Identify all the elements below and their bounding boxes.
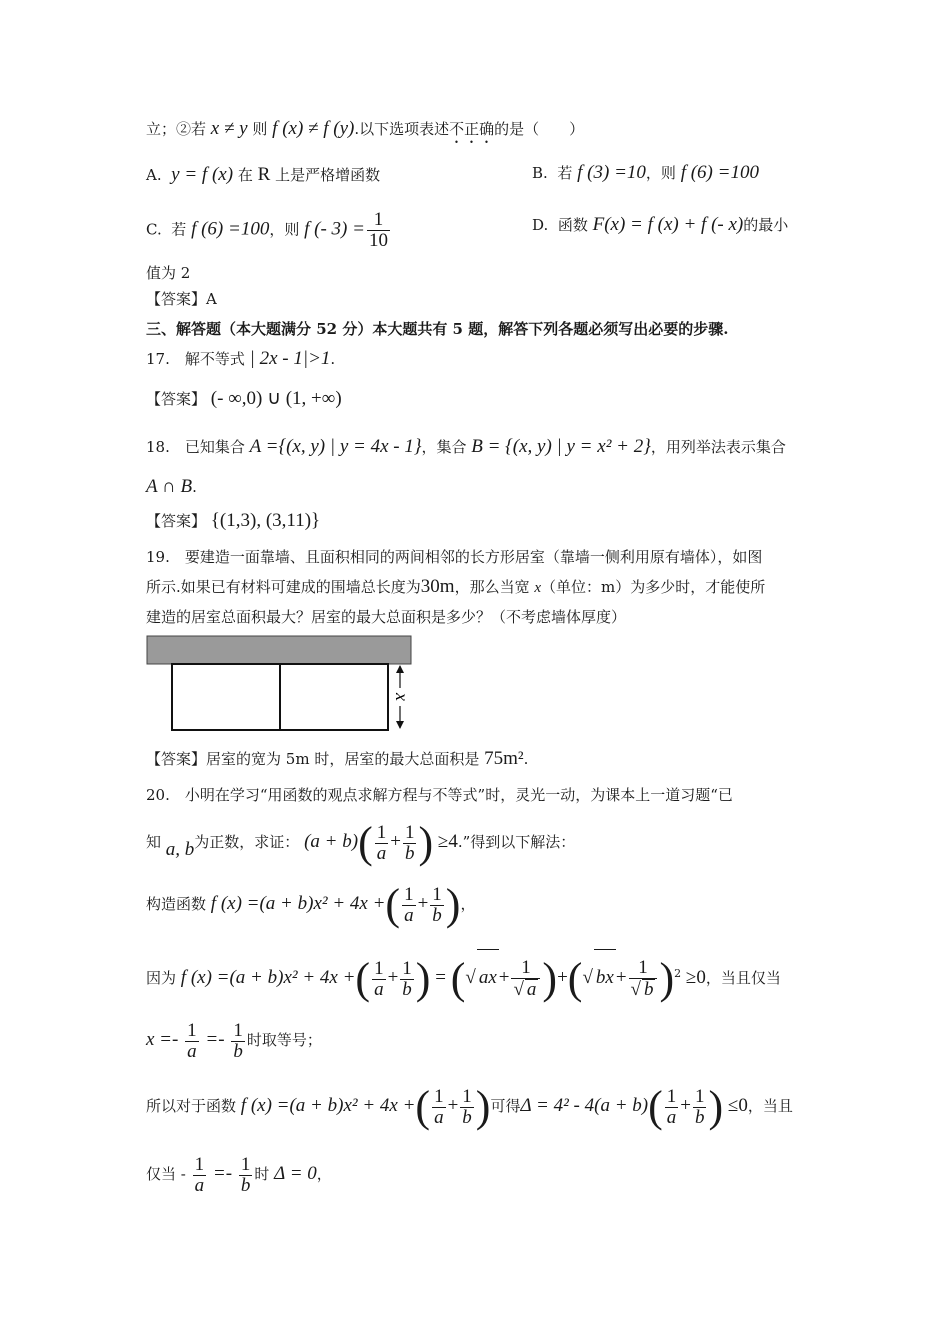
q16-option-c[interactable]: C. 若 f (6) =100，则 f (- 3) = $\frac{1}{10}$ (146, 209, 388, 251)
section-heading: 三、解答题（本大题满分 52 分）本大题共有 5 题，解答下列各题必须写出必要的步骤. (146, 320, 729, 338)
q16-option-b[interactable]: B. 若 f (3) =10，则 f (6) =100 (532, 162, 759, 183)
q17-answer: 【答案】 (- ∞,0) ∪ (1, +∞) (146, 388, 342, 409)
q16-answer: 【答案】A (146, 290, 217, 308)
q18-intersection: A ∩ B. (146, 476, 197, 497)
q19-line1: 19. 要建造一面靠墙、且面积相同的两间相邻的长方形居室（靠墙一侧利用原有墙体），如图 (146, 548, 763, 566)
q20-construct: 构造函数 f (x) =(a + b)x² + 4x +( $\frac{1}{a}$ + $\frac{1}{b}$ )， (146, 880, 476, 929)
room-right (280, 664, 388, 730)
arrow-up-icon (396, 665, 404, 673)
q20-because: 因为 f (x) =(a + b)x² + 4x +( $\frac{1}{a}$ + $\frac{1}{b}$ ) = (√ ax + $\frac{1}{√ a}$ )+(√ bx + $\frac{1}{√ b}$ )$^2$ ≥0，当且仅当 (146, 946, 781, 1006)
q16-condition: x ≠ y (210, 118, 248, 139)
q16-option-a[interactable]: A. y = f (x) 在 R 上是严格增函数 (146, 164, 381, 185)
q19-line2: 所示.如果已有材料可建成的围墙总长度为30m，那么当宽 x（单位：m）为多少时，才能使所 (146, 576, 766, 597)
q20-equality: x =- $\frac{1}{a}$ =- $\frac{1}{b}$ 时取等号； (146, 1019, 322, 1062)
q20-line1: 20. 小明在学习“用函数的观点求解方程与不等式”时，灵光一动，为课本上一道习题“已 (146, 786, 733, 804)
existing-wall (147, 636, 411, 664)
fraction-1-over-10: $\frac{1}{10}$ (368, 209, 388, 251)
emphasis-not-correct: 不正确 (449, 120, 495, 138)
q18-answer: 【答案】 {(1,3), (3,11)} (146, 510, 321, 531)
arrow-down-icon (396, 721, 404, 729)
q16-conclusion: f (x) ≠ f (y) (272, 118, 355, 139)
q20-only-when: 仅当 - $\frac{1}{a}$ =- $\frac{1}{b}$ 时 Δ = 0， (146, 1153, 332, 1196)
q16-line: 立；②若 x ≠ y 则 f (x) ≠ f (y).以下选项表述不正确的是（ ） (146, 118, 585, 139)
q19-line3: 建造的居室总面积最大？居室的最大总面积是多少？（不考虑墙体厚度） (146, 608, 627, 626)
width-label: x (391, 693, 412, 701)
q16-option-d[interactable]: D. 函数 F(x) = f (x) + f (- x)的最小 (532, 214, 789, 235)
room-left (172, 664, 280, 730)
q19-answer: 【答案】居室的宽为 5m 时，居室的最大总面积是 75m². (146, 748, 529, 769)
q20-line2: 知 a, b为正数，求证： (a + b)( $\frac{1}{a}$ + $\frac{1}{b}$ ) ≥4.”得到以下解法： (146, 818, 576, 867)
q18-stem: 18. 已知集合 A ={(x, y) | y = 4x - 1}，集合 B = {(x, y) | y = x² + 2}，用列举法表示集合 (146, 436, 786, 457)
q20-therefore: 所以对于函数 f (x) =(a + b)x² + 4x +( $\frac{1}{a}$ + $\frac{1}{b}$ )可得Δ = 4² - 4(a + b)( $\frac{1}{a}$ + $\frac{1}{b}$ ) ≤0，当且 (146, 1082, 793, 1131)
q16-option-d-cont: 值为 2 (146, 264, 191, 282)
room-diagram (146, 634, 416, 734)
q17-stem: 17. 解不等式 | 2x - 1|>1. (146, 348, 336, 369)
